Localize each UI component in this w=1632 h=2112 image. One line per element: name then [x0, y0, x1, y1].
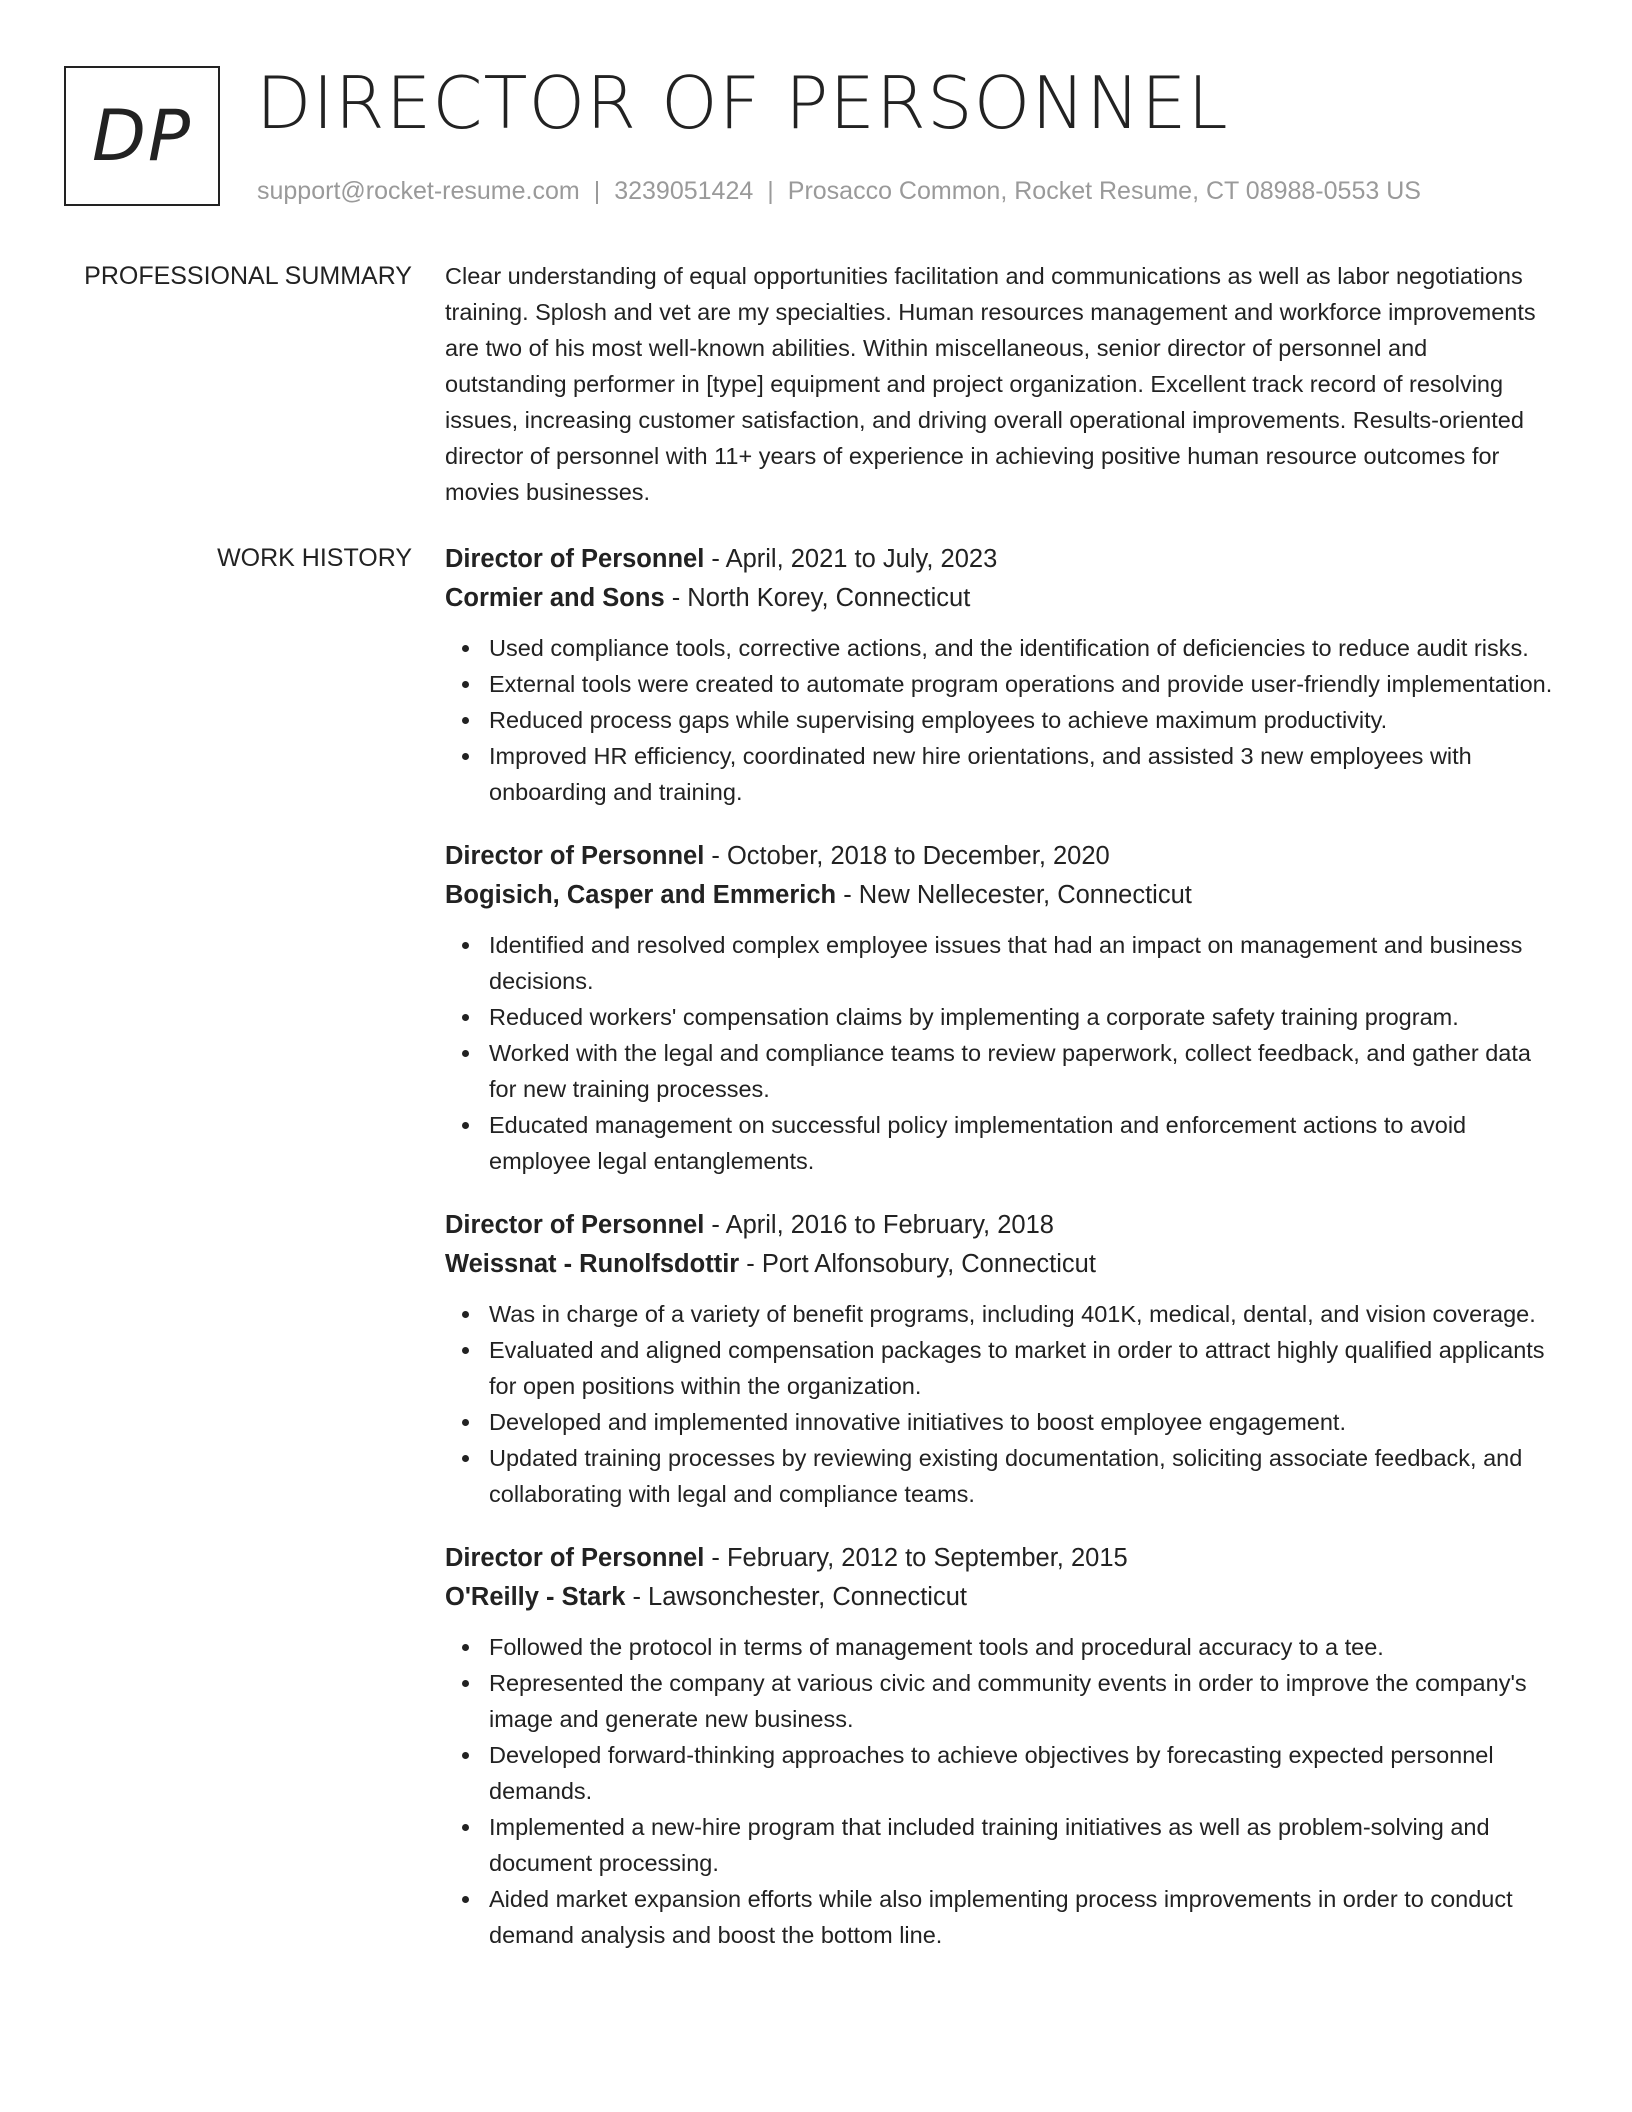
job-location: - New Nellecester, Connecticut — [836, 881, 1192, 909]
monogram-logo: DP — [64, 66, 220, 206]
contact-email[interactable]: support@rocket-resume.com — [257, 177, 580, 205]
job-entry — [445, 1539, 1555, 1953]
job-company: O'Reilly - Stark — [445, 1583, 626, 1611]
job-title-line — [445, 837, 1555, 876]
summary-body — [445, 258, 1555, 510]
job-dates: - April, 2016 to February, 2018 — [704, 1211, 1054, 1239]
job-company-line — [445, 876, 1555, 915]
job-title: Director of Personnel — [445, 842, 705, 870]
summary-text: Clear understanding of equal opportunities facilitation and communications as well as labor negotiations training. Splosh and vet are my specialties. Human resources management and workforce improvements are two of his most well-known abilities. Within miscellaneous, senior director of personnel and outstanding performer in [type] equipment and project organization. Excellent track record of resolving issues, increasing customer satisfaction, and driving overall operational improvements. Results-oriented director of personnel with 11+ years of experience in achieving positive human resource outcomes for movies businesses. — [445, 263, 1536, 505]
resume-title: DIRECTOR OF PERSONNEL — [256, 61, 1229, 145]
job-company: Bogisich, Casper and Emmerich — [445, 881, 837, 909]
job-company-line — [445, 1245, 1555, 1284]
job-location: - North Korey, Connecticut — [664, 584, 971, 612]
job-bullet: Evaluated and aligned compensation packages to market in order to attract highly qualified applicants for open positions within the organization. — [489, 1332, 1555, 1404]
contact-separator: | — [593, 177, 601, 205]
section-heading-summary: PROFESSIONAL SUMMARY — [84, 262, 412, 290]
contact-address: Prosacco Common, Rocket Resume, CT 08988-0553 US — [787, 177, 1421, 205]
section-heading-work-history: WORK HISTORY — [217, 544, 412, 572]
job-bullet: Updated training processes by reviewing existing documentation, soliciting associate feedback, and collaborating with legal and compliance teams. — [489, 1440, 1555, 1512]
job-bullet: Developed forward-thinking approaches to achieve objectives by forecasting expected personnel demands. — [489, 1737, 1555, 1809]
job-entry — [445, 837, 1555, 1179]
job-bullet-list — [445, 1296, 1555, 1512]
job-bullet: Was in charge of a variety of benefit programs, including 401K, medical, dental, and vision coverage. — [489, 1296, 1555, 1332]
job-bullet: Worked with the legal and compliance teams to review paperwork, collect feedback, and gather data for new training processes. — [489, 1035, 1555, 1107]
contact-line — [257, 174, 1421, 208]
job-bullet: Identified and resolved complex employee issues that had an impact on management and business decisions. — [489, 927, 1555, 999]
job-bullet-list — [445, 927, 1555, 1179]
job-bullet: Reduced workers' compensation claims by implementing a corporate safety training program. — [489, 999, 1555, 1035]
job-bullet: Represented the company at various civic and community events in order to improve the company's image and generate new business. — [489, 1665, 1555, 1737]
job-company-line — [445, 1578, 1555, 1617]
job-title-line — [445, 1539, 1555, 1578]
job-location: - Lawsonchester, Connecticut — [625, 1583, 967, 1611]
job-bullet-list — [445, 1629, 1555, 1953]
job-title: Director of Personnel — [445, 1211, 705, 1239]
job-dates: - April, 2021 to July, 2023 — [704, 545, 998, 573]
job-company-line — [445, 579, 1555, 618]
job-location: - Port Alfonsobury, Connecticut — [739, 1250, 1096, 1278]
job-bullet: Used compliance tools, corrective actions, and the identification of deficiencies to reduce audit risks. — [489, 630, 1555, 666]
job-bullet: Reduced process gaps while supervising employees to achieve maximum productivity. — [489, 702, 1555, 738]
job-bullet: Improved HR efficiency, coordinated new hire orientations, and assisted 3 new employees with onboarding and training. — [489, 738, 1555, 810]
job-bullet: Developed and implemented innovative initiatives to boost employee engagement. — [489, 1404, 1555, 1440]
job-title-line — [445, 540, 1555, 579]
job-bullet-list — [445, 630, 1555, 810]
job-dates: - February, 2012 to September, 2015 — [704, 1544, 1128, 1572]
job-bullet: External tools were created to automate program operations and provide user-friendly implementation. — [489, 666, 1555, 702]
job-title-line — [445, 1206, 1555, 1245]
contact-separator: | — [767, 177, 774, 205]
job-title: Director of Personnel — [445, 1544, 705, 1572]
job-bullet: Aided market expansion efforts while also implementing process improvements in order to conduct demand analysis and boost the bottom line. — [489, 1881, 1555, 1953]
work-history-body — [445, 540, 1555, 1980]
job-company: Weissnat - Runolfsdottir — [445, 1250, 740, 1278]
job-entry — [445, 1206, 1555, 1512]
job-bullet: Implemented a new-hire program that included training initiatives as well as problem-solving and document processing. — [489, 1809, 1555, 1881]
job-bullet: Followed the protocol in terms of management tools and procedural accuracy to a tee. — [489, 1629, 1555, 1665]
contact-phone[interactable]: 3239051424 — [614, 177, 754, 205]
job-bullet: Educated management on successful policy implementation and enforcement actions to avoid employee legal entanglements. — [489, 1107, 1555, 1179]
job-entry — [445, 540, 1555, 810]
job-title: Director of Personnel — [445, 545, 705, 573]
job-dates: - October, 2018 to December, 2020 — [704, 842, 1110, 870]
job-company: Cormier and Sons — [445, 584, 665, 612]
